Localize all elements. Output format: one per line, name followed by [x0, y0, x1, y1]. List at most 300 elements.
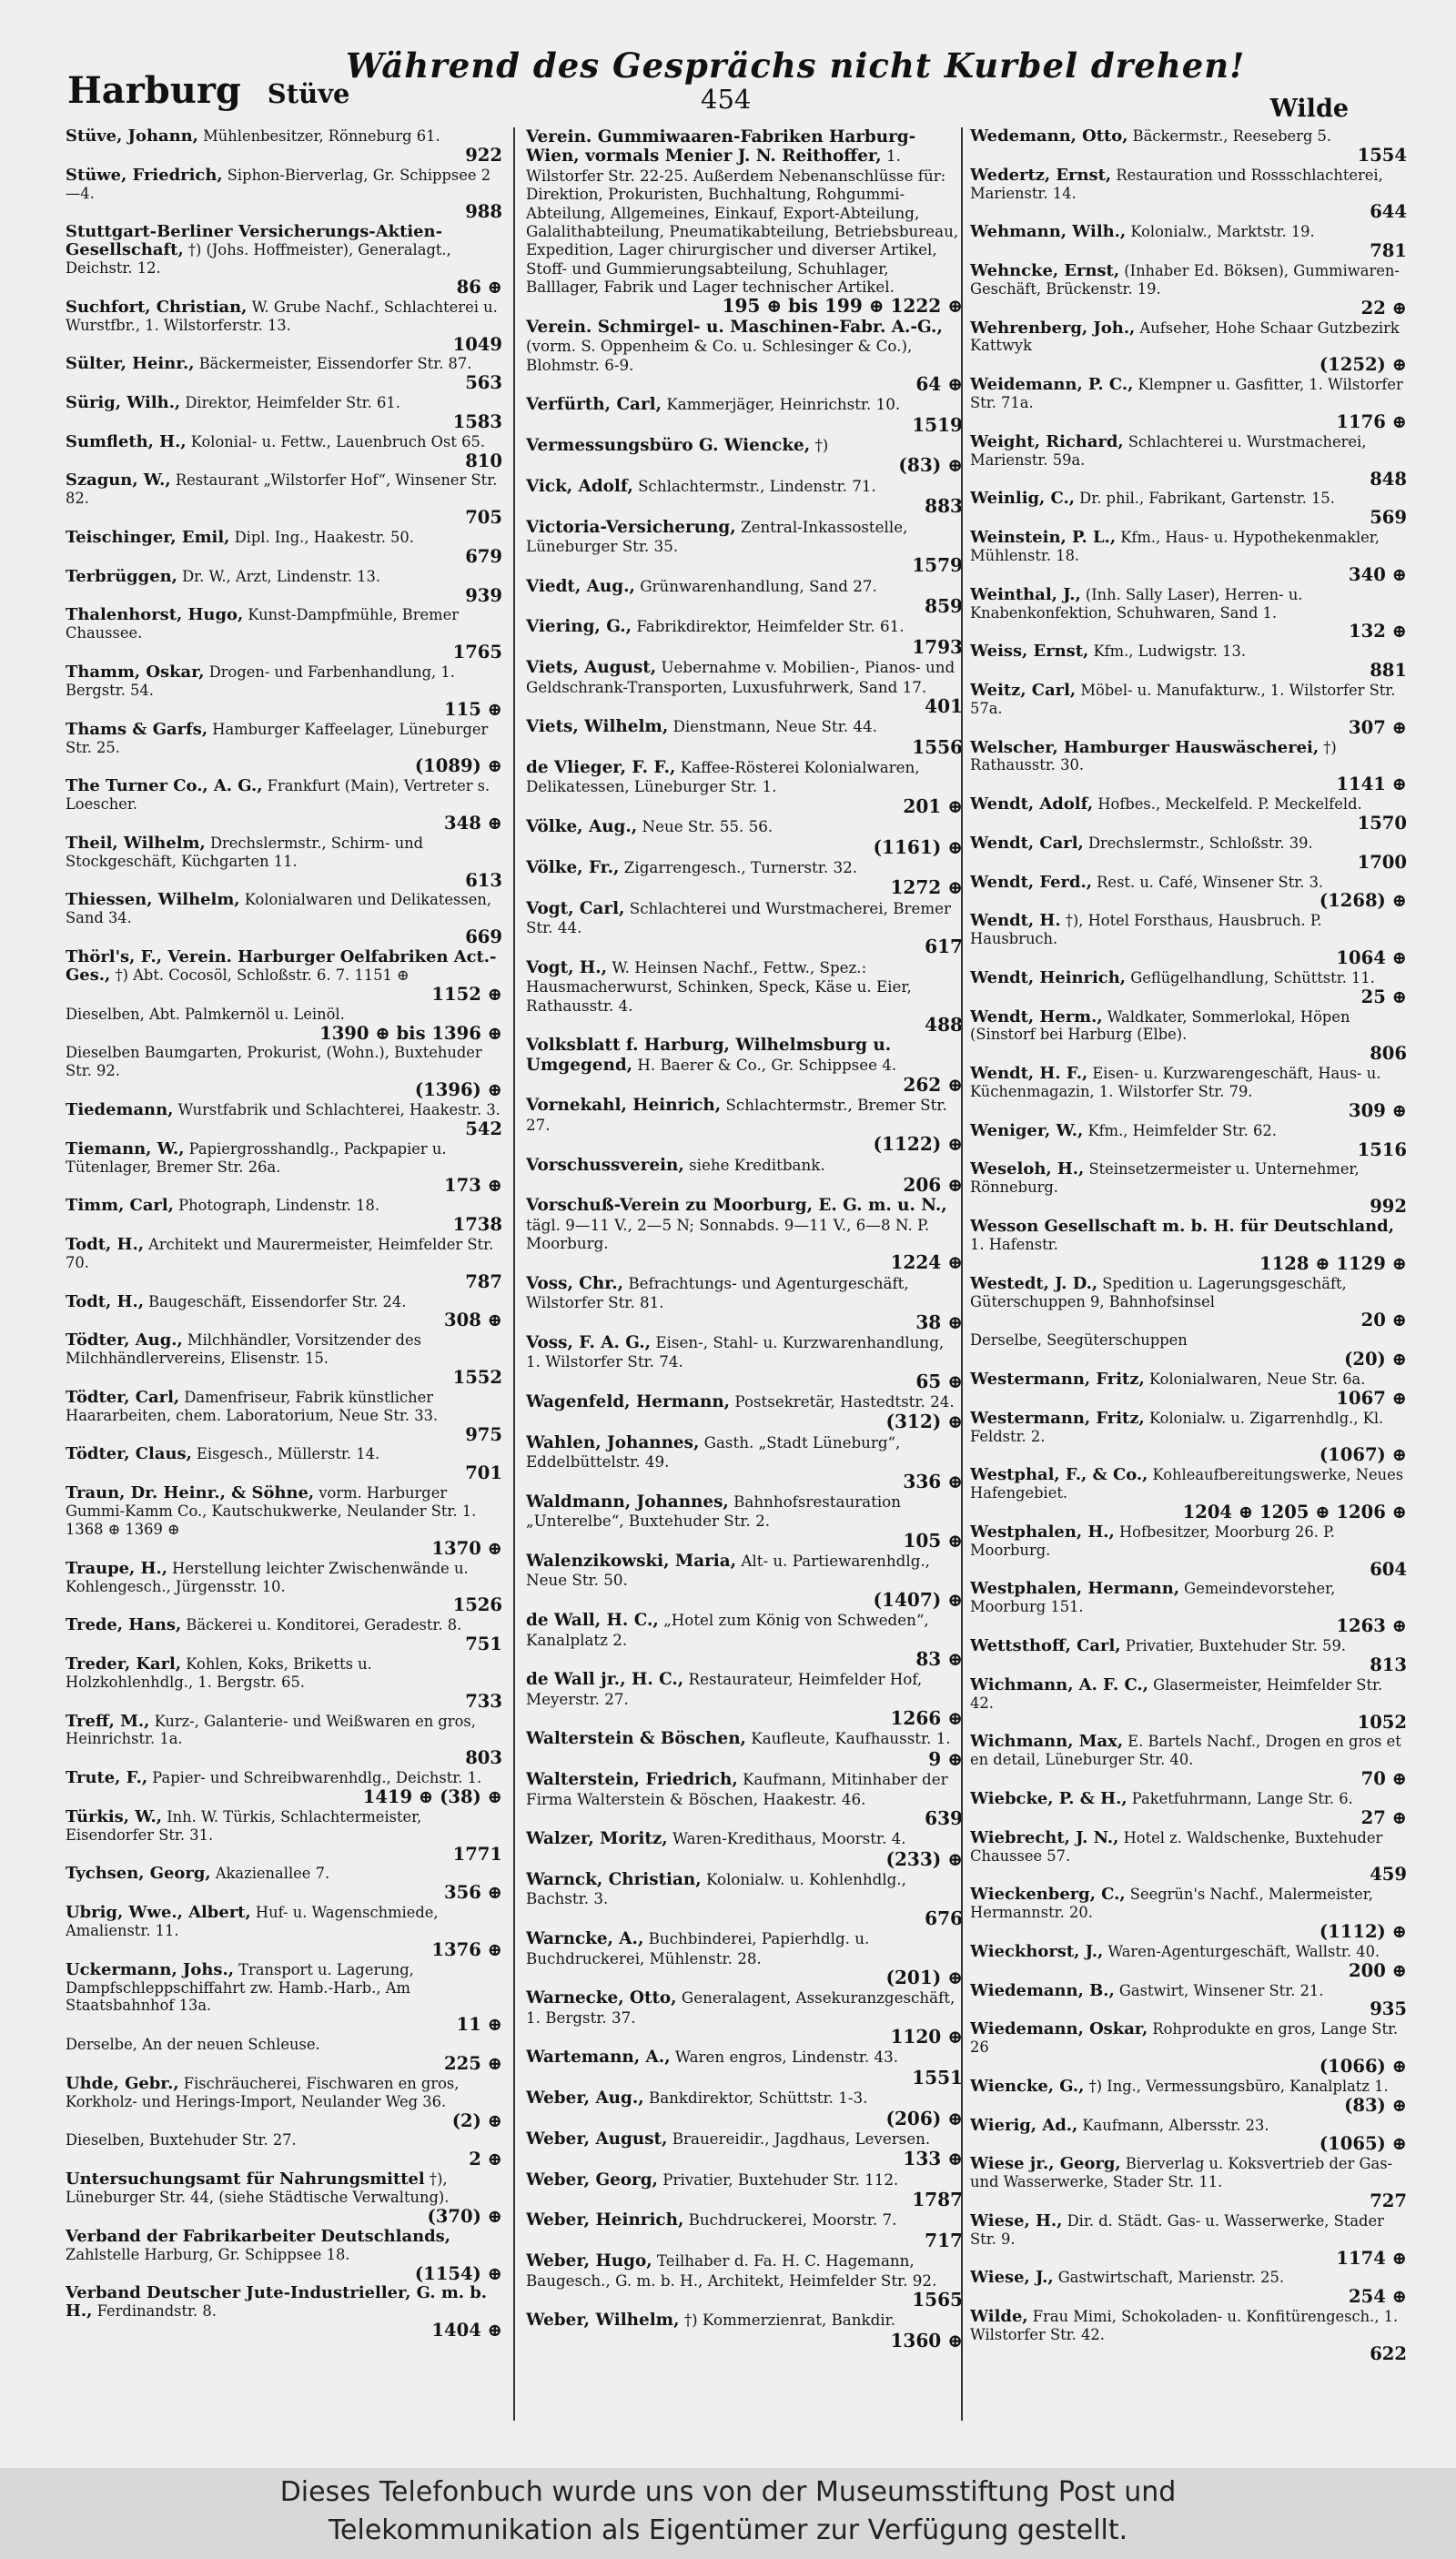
entry-phone-number: 20 ⊕ — [1360, 1310, 1407, 1331]
entry-name: Viering, G., — [526, 617, 632, 637]
directory-entry — [66, 1293, 502, 1332]
entry-name: Verein. Schmirgel- u. Maschinen-Fabr. A.-G., — [526, 317, 943, 337]
entry-name: Treder, Karl, — [66, 1654, 182, 1674]
footer-line-2: Telekommunikation als Eigentümer zur Verfügung gestellt. — [328, 2514, 1128, 2546]
directory-entry — [526, 617, 963, 658]
entry-name: Walterstein, Friedrich, — [526, 1770, 738, 1790]
directory-entry — [970, 490, 1407, 529]
directory-entry — [526, 658, 963, 717]
entry-name: Thalenhorst, Hugo, — [66, 605, 244, 625]
directory-entry — [970, 1982, 1407, 2021]
entry-name: Walzer, Moritz, — [526, 1829, 668, 1849]
entry-phone-number: 751 — [465, 1634, 502, 1655]
entry-name: Thörl's, F., Verein. Harburger Oelfabriken Act.-Ges., — [66, 947, 497, 985]
entry-details: Kaufmann, Mitinhaber der Firma Walterstein & Böschen, Haakestr. 46. — [526, 1770, 948, 1808]
entry-phone-number: 201 ⊕ — [903, 794, 963, 817]
entry-phone-number: 1067 ⊕ — [1336, 1387, 1407, 1409]
entry-phone-number: (1112) ⊕ — [1319, 1920, 1407, 1942]
directory-entry — [66, 167, 502, 224]
entry-details: †) Abt. Cocosöl, Schloßstr. 6. 7. 1151 ⊕ — [115, 966, 410, 984]
entry-phone-number: (1122) ⊕ — [873, 1133, 963, 1156]
directory-entry — [526, 1333, 963, 1392]
entry-phone-number: (201) ⊕ — [885, 1966, 963, 1988]
directory-entry — [526, 1929, 963, 1988]
entry-details: Brauereidir., Jagdhaus, Leversen. — [672, 2129, 931, 2148]
directory-entry — [66, 2075, 502, 2132]
entry-name: Viets, August, — [526, 658, 657, 678]
entry-name: Westermann, Fritz, — [970, 1369, 1145, 1389]
directory-entry — [970, 376, 1407, 433]
directory-entry — [66, 1101, 502, 1140]
directory-entry — [66, 948, 502, 1006]
entry-name: Weseloh, H., — [970, 1159, 1085, 1179]
entry-details: Seegrün's Nachf., Malermeister, Hermannstr. 20. — [970, 1886, 1373, 1922]
entry-details: Gastwirtschaft, Marienstr. 25. — [1057, 2269, 1285, 2287]
entry-name: Türkis, W., — [66, 1806, 163, 1826]
entry-phone-number: 1370 ⊕ — [431, 1537, 502, 1559]
entry-name: Völke, Aug., — [526, 817, 638, 837]
entry-name: Tiemann, W., — [66, 1138, 185, 1158]
directory-entry — [526, 2089, 963, 2129]
entry-details: Dieselben, Abt. Palmkernöl u. Leinöl. — [66, 1005, 345, 1023]
entry-phone-number: 1565 — [912, 2288, 963, 2311]
entry-details: Kaffee-Rösterei Kolonialwaren, Delikatessen, Lüneburger Str. 1. — [526, 758, 920, 796]
entry-name: Theil, Wilhelm, — [66, 833, 206, 853]
entry-phone-number: 132 ⊕ — [1349, 621, 1407, 642]
entry-phone-number: 262 ⊕ — [903, 1074, 963, 1096]
entry-name: Wendt, Heinrich, — [970, 967, 1126, 987]
directory-entry — [66, 1713, 502, 1770]
directory-entry — [526, 127, 963, 318]
entry-details: Eisen-, Stahl- u. Kurzwarenhandlung, 1. Wilstorfer Str. 74. — [526, 1332, 945, 1371]
entry-name: Wehmann, Wilh., — [970, 222, 1127, 242]
entry-details: Uebernahme v. Mobilien-, Pianos- und Geldschrank-Transporten, Luxusfuhrwerk, Sand 17. — [526, 658, 956, 696]
entry-phone-number: 1390 ⊕ bis 1396 ⊕ — [319, 1022, 502, 1044]
entry-name: Verband der Fabrikarbeiter Deutschlands, — [66, 2226, 450, 2246]
entry-details: Kfm., Heimfelder Str. 62. — [1087, 1121, 1277, 1139]
entry-phone-number: 848 — [1370, 468, 1407, 490]
entry-phone-number: 563 — [465, 372, 502, 394]
entry-details: Rohprodukte en gros, Lange Str. 26 — [970, 2020, 1399, 2057]
entry-name: Trede, Hans, — [66, 1615, 182, 1635]
entry-name: Wendt, H. — [970, 911, 1061, 931]
entry-name: Vermessungsbüro G. Wiencke, — [526, 436, 811, 455]
entry-details: Privatier, Buxtehuder Str. 59. — [1125, 1637, 1347, 1655]
entry-details: Drechslermstr., Schloßstr. 39. — [1087, 834, 1313, 852]
directory-entry — [66, 471, 502, 529]
directory-entry — [66, 2228, 502, 2285]
directory-entry — [66, 721, 502, 778]
entry-phone-number: 488 — [925, 1013, 963, 1036]
entry-details: Mühlenbesitzer, Rönneburg 61. — [203, 127, 440, 145]
directory-entry — [526, 1611, 963, 1670]
directory-entry — [66, 1044, 502, 1101]
entry-phone-number: (1161) ⊕ — [873, 835, 963, 858]
entry-phone-number: 1771 — [452, 1843, 502, 1865]
entry-phone-number: 1272 ⊕ — [890, 876, 963, 899]
entry-details: Derselbe, An der neuen Schleuse. — [66, 2036, 320, 2054]
entry-phone-number: 1516 — [1357, 1138, 1407, 1160]
entry-phone-number: 859 — [925, 595, 963, 617]
entry-details: tägl. 9—11 V., 2—5 N; Sonnabds. 9—11 V., 6—8 N. P. Moorburg. — [526, 1215, 930, 1252]
directory-entry — [970, 529, 1407, 586]
directory-entry — [970, 1466, 1407, 1523]
directory-entry — [970, 1122, 1407, 1161]
entry-phone-number: 639 — [925, 1806, 963, 1829]
entry-details: Eisen- u. Kurzwarengeschäft, Haus- u. Küchenmagazin, 1. Wilstorfer Str. 79. — [970, 1065, 1381, 1101]
directory-entry — [526, 717, 963, 758]
entry-name: Uhde, Gebr., — [66, 2073, 179, 2093]
entry-phone-number: 679 — [465, 545, 502, 567]
directory-entry — [526, 1036, 963, 1096]
entry-name: Sülter, Heinr., — [66, 354, 195, 374]
directory-entry — [970, 433, 1407, 491]
entry-phone-number: 781 — [1370, 240, 1407, 262]
entry-details: „Hotel zum König von Schweden“, Kanalplatz 2. — [526, 1611, 929, 1649]
directory-entry — [66, 1616, 502, 1655]
header-left — [67, 69, 350, 112]
entry-phone-number: 1120 ⊕ — [890, 2026, 963, 2048]
entry-details: Ferdinandstr. 8. — [96, 2302, 217, 2321]
entry-details: Hofbes., Meckelfeld. P. Meckelfeld. — [1097, 795, 1362, 814]
directory-entry — [526, 518, 963, 577]
entry-name: Volksblatt f. Harburg, Wilhelmsburg u. Umgegend, — [526, 1036, 892, 1075]
entry-details: Dipl. Ing., Haakestr. 50. — [234, 529, 414, 547]
entry-name: Wendt, Carl, — [970, 833, 1084, 853]
entry-name: Wendt, Herm., — [970, 1006, 1103, 1027]
entry-name: Wieckhorst, J., — [970, 1941, 1104, 1961]
entry-details: Zigarrengesch., Turnerstr. 32. — [623, 857, 858, 876]
entry-phone-number: 881 — [1370, 660, 1407, 682]
entry-details: Bankdirektor, Schüttstr. 1-3. — [648, 2089, 868, 2108]
entry-details: Huf- u. Wagenschmiede, Amalienstr. 11. — [66, 1904, 439, 1939]
entry-name: Tödter, Claus, — [66, 1444, 192, 1464]
entry-details: †), Hotel Forsthaus, Hausbruch. P. Hausbruch. — [970, 912, 1322, 948]
entry-name: Warnck, Christian, — [526, 1870, 702, 1889]
entry-details: Dieselben Baumgarten, Prokurist, (Wohn.), Buxtehuder Str. 92. — [66, 1044, 482, 1080]
entry-details: Dr. phil., Fabrikant, Gartenstr. 15. — [1079, 490, 1335, 508]
entry-name: Treff, M., — [66, 1711, 150, 1731]
entry-name: Wilde, — [970, 2307, 1028, 2327]
entry-name: Wiese, J., — [970, 2268, 1054, 2288]
directory-entry — [970, 2117, 1407, 2156]
entry-details: Grünwarenhandlung, Sand 27. — [640, 576, 877, 595]
entry-phone-number: 1064 ⊕ — [1336, 947, 1407, 969]
entry-details: Milchhändler, Vorsitzender des Milchhändlervereins, Elisenstr. 15. — [66, 1331, 421, 1368]
entry-details: Zahlstelle Harburg, Gr. Schippsee 18. — [66, 2245, 350, 2263]
entry-phone-number: 1266 ⊕ — [890, 1707, 963, 1729]
entry-details: Zentral-Inkassostelle, Lüneburger Str. 35. — [526, 517, 908, 555]
entry-details: Restauration und Rossschlachterei, Marienstr. 14. — [970, 166, 1383, 202]
entry-phone-number: 105 ⊕ — [903, 1529, 963, 1552]
entry-phone-number: 810 — [465, 450, 502, 471]
entry-details: †) Ing., Vermessungsbüro, Kanalplatz 1. — [1088, 2077, 1389, 2095]
entry-name: Wiebcke, P. & H., — [970, 1788, 1127, 1808]
entry-details: Kunst-Dampfmühle, Bremer Chaussee. — [66, 606, 460, 642]
entry-details: Hamburger Kaffeelager, Lüneburger Str. 25. — [66, 720, 489, 756]
entry-phone-number: 1360 ⊕ — [890, 2329, 963, 2352]
entry-phone-number: 1552 — [452, 1367, 502, 1389]
entry-phone-number: 1583 — [452, 410, 502, 432]
entry-phone-number: 200 ⊕ — [1349, 1959, 1407, 1981]
entry-phone-number: 813 — [1370, 1654, 1407, 1675]
entry-name: Szagun, W., — [66, 470, 171, 491]
directory-entry — [970, 1275, 1407, 1332]
entry-phone-number: 1556 — [912, 735, 963, 758]
entry-name: Tiedemann, — [66, 1099, 174, 1119]
entry-phone-number: (1268) ⊕ — [1319, 890, 1407, 912]
entry-details: Rest. u. Café, Winsener Str. 3. — [1097, 873, 1324, 891]
directory-entry — [970, 739, 1407, 796]
entry-name: Tödter, Carl, — [66, 1387, 180, 1407]
directory-entry — [526, 2210, 963, 2251]
directory-entry — [970, 1829, 1407, 1886]
directory-entry — [970, 795, 1407, 834]
header-slogan: Während des Gesprächs nicht Kurbel drehen! — [346, 46, 1246, 86]
entry-name: Wedemann, Otto, — [970, 127, 1128, 146]
entry-phone-number: (83) ⊕ — [898, 454, 963, 477]
column-1 — [66, 127, 502, 2421]
entry-name: Victoria-Versicherung, — [526, 517, 736, 537]
directory-entry — [526, 1433, 963, 1492]
entry-phone-number: 1152 ⊕ — [431, 983, 502, 1005]
entry-phone-number: 1526 — [452, 1594, 502, 1616]
directory-entry — [970, 262, 1407, 319]
directory-entry — [526, 1988, 963, 2048]
entry-phone-number: 1570 — [1357, 813, 1407, 834]
entry-name: Wiese jr., Georg, — [970, 2154, 1121, 2174]
entry-name: Weber, Hugo, — [526, 2251, 652, 2271]
directory-entry — [970, 1218, 1407, 1275]
entry-phone-number: 348 ⊕ — [444, 813, 502, 834]
entry-phone-number: (370) ⊕ — [427, 2205, 502, 2227]
directory-entry — [970, 586, 1407, 643]
directory-entry — [66, 127, 502, 167]
entry-details: Bäckermstr., Reeseberg 5. — [1132, 127, 1332, 145]
entry-phone-number: 225 ⊕ — [444, 2053, 502, 2075]
page-number: 454 — [701, 84, 752, 115]
entry-details: Herstellung leichter Zwischenwände u. Kohlengesch., Jürgensstr. 10. — [66, 1559, 469, 1595]
entry-name: Westphalen, H., — [970, 1522, 1115, 1542]
entry-details: Kolonial- u. Fettw., Lauenbruch Ost 65. — [190, 432, 485, 450]
entry-details: Alt- u. Partiewarenhdlg., Neue Str. 50. — [526, 1552, 930, 1590]
entry-details: Kolonialw. u. Zigarrenhdlg., Kl. Feldstr. 2. — [970, 1409, 1384, 1445]
directory-entry — [66, 1006, 502, 1045]
entry-phone-number: 356 ⊕ — [444, 1882, 502, 1904]
entry-phone-number: 613 — [465, 869, 502, 891]
entry-details: E. Bartels Nachf., Drogen en gros et en detail, Lüneburger Str. 40. — [970, 1733, 1401, 1769]
directory-entry — [526, 1274, 963, 1333]
entry-phone-number: 935 — [1370, 1998, 1407, 2020]
entry-phone-number: 1052 — [1357, 1711, 1407, 1733]
directory-entry — [526, 1770, 963, 1829]
entry-details: Schlachterei und Wurstmacherei, Bremer Str. 44. — [526, 898, 952, 936]
entry-name: Wieckenberg, C., — [970, 1885, 1126, 1905]
entry-name: Wendt, Adolf, — [970, 794, 1094, 814]
entry-phone-number: 992 — [1370, 1196, 1407, 1218]
entry-phone-number: 206 ⊕ — [903, 1173, 963, 1196]
entry-details: Transport u. Lagerung, Dampfschleppschiffahrt zw. Hamb.-Harb., Am Staatsbahnhof 13a. — [66, 1960, 414, 2015]
directory-entry — [970, 1160, 1407, 1218]
entry-phone-number: 27 ⊕ — [1360, 1806, 1407, 1828]
entry-details: Fabrikdirektor, Heimfelder Str. 61. — [636, 617, 905, 636]
directory-entry — [970, 1331, 1407, 1371]
entry-name: Wichmann, A. F. C., — [970, 1674, 1148, 1694]
entry-name: Sumfleth, H., — [66, 431, 187, 451]
entry-phone-number: 717 — [925, 2229, 963, 2251]
entry-details: Spedition u. Lagerungsgeschäft, Güterschuppen 9, Bahnhofsinsel — [970, 1274, 1347, 1310]
entry-details: Waren engros, Lindenstr. 43. — [674, 2048, 898, 2067]
directory-entry — [66, 2036, 502, 2075]
entry-details: Paketfuhrmann, Lange Str. 6. — [1131, 1789, 1353, 1807]
directory-entry — [66, 1769, 502, 1808]
column-divider — [961, 127, 963, 2421]
entry-phone-number: 1376 ⊕ — [431, 1938, 502, 1960]
entry-details: Befrachtungs- und Agenturgeschäft, Wilstorfer Str. 81. — [526, 1273, 909, 1312]
directory-entry — [66, 1904, 502, 1961]
entry-name: Weitz, Carl, — [970, 680, 1077, 700]
entry-name: Warncke, A., — [526, 1929, 644, 1949]
entry-phone-number: (1396) ⊕ — [414, 1079, 502, 1101]
entry-details: (vorm. S. Oppenheim & Co. u. Schlesinger & Co.), Blohmstr. 6-9. — [526, 337, 913, 374]
entry-details: vorm. Harburger Gummi-Kamm Co., Kautschukwerke, Neulander Str. 1. 1368 ⊕ 1369 ⊕ — [66, 1484, 477, 1538]
header-last-name: Wilde — [1269, 95, 1349, 123]
entry-name: Wartemann, A., — [526, 2048, 671, 2068]
directory-entry — [66, 1389, 502, 1446]
entry-name: Stuttgart-Berliner Versicherungs-Aktien-Gesellschaft, — [66, 222, 443, 260]
directory-entry — [526, 2170, 963, 2211]
entry-details: Waldkater, Sommerlokal, Höpen (Sinstorf bei Harburg (Elbe). — [970, 1007, 1350, 1044]
entry-name: Wedertz, Ernst, — [970, 165, 1112, 185]
entry-details: Klempner u. Gasfitter, 1. Wilstorfer Str. 71a. — [970, 376, 1403, 412]
directory-entry — [970, 1676, 1407, 1734]
entry-details: Gasth. „Stadt Lüneburg“, Eddelbüttelstr. 49. — [526, 1432, 901, 1472]
entry-name: Thamm, Oskar, — [66, 663, 205, 683]
entry-phone-number: (1065) ⊕ — [1319, 2133, 1407, 2155]
entry-name: Thams & Garfs, — [66, 719, 208, 739]
entry-phone-number: 727 — [1370, 2190, 1407, 2211]
entry-phone-number: 922 — [465, 144, 502, 166]
entry-name: Trute, F., — [66, 1768, 148, 1788]
directory-entry — [970, 1886, 1407, 1943]
directory-entry — [66, 1560, 502, 1617]
entry-phone-number: (83) ⊕ — [1344, 2094, 1407, 2116]
entry-name: Wiedemann, B., — [970, 1980, 1115, 2000]
entry-name: Vorschuß-Verein zu Moorburg, E. G. m. u. N., — [526, 1196, 947, 1216]
entry-details: (Inhaber Ed. Böksen), Gummiwaren-Geschäft, Brückenstr. 19. — [970, 262, 1400, 298]
entry-phone-number: 86 ⊕ — [456, 276, 502, 298]
entry-details: Gemeindevorsteher, Moorburg 151. — [970, 1580, 1336, 1616]
entry-details: H. Baerer & Co., Gr. Schippsee 4. — [637, 1055, 897, 1074]
entry-name: Walterstein & Böschen, — [526, 1729, 746, 1749]
directory-entry — [66, 298, 502, 356]
directory-entry — [66, 891, 502, 948]
entry-phone-number: 676 — [925, 1907, 963, 1929]
directory-entry — [526, 318, 963, 396]
directory-entry — [66, 1961, 502, 2036]
entry-name: Verein. Gummiwaaren-Fabriken Harburg-Wien, vormals Menier J. N. Reithoffer, — [526, 127, 916, 167]
entry-name: Todt, H., — [66, 1291, 144, 1311]
entry-phone-number: 803 — [465, 1747, 502, 1769]
entry-name: Voss, Chr., — [526, 1273, 623, 1293]
directory-entry — [526, 758, 963, 817]
page-header — [0, 46, 1456, 123]
entry-phone-number: 11 ⊕ — [456, 2014, 502, 2036]
directory-entry — [970, 2078, 1407, 2117]
directory-entry — [66, 1655, 502, 1713]
entry-name: Viedt, Aug., — [526, 576, 635, 596]
entry-details: Steinsetzermeister u. Unternehmer, Rönneburg. — [970, 1160, 1360, 1197]
entry-details: Drechslermstr., Schirm- und Stockgeschäft, Küchgarten 11. — [66, 834, 424, 870]
entry-name: Weber, August, — [526, 2129, 668, 2149]
entry-details: Hotel z. Waldschenke, Buxtehuder Chaussee 57. — [970, 1828, 1383, 1865]
entry-phone-number: (1252) ⊕ — [1319, 354, 1407, 376]
entry-phone-number: 939 — [465, 584, 502, 606]
entry-name: Stüwe, Friedrich, — [66, 165, 223, 185]
entry-name: Traun, Dr. Heinr., & Söhne, — [66, 1483, 315, 1503]
entry-name: Weber, Aug., — [526, 2089, 644, 2109]
entry-details: Kfm., Haus- u. Hypothekenmakler, Mühlenstr. 18. — [970, 529, 1380, 564]
entry-phone-number: 1519 — [912, 413, 963, 436]
entry-details: Photograph, Lindenstr. 18. — [178, 1197, 380, 1215]
entry-details: Neue Str. 55. 56. — [642, 817, 774, 836]
entry-phone-number: 133 ⊕ — [903, 2148, 963, 2170]
entry-details: †) — [814, 436, 829, 454]
entry-phone-number: 340 ⊕ — [1349, 563, 1407, 585]
entry-phone-number: (1407) ⊕ — [873, 1588, 963, 1611]
entry-name: Weber, Wilhelm, — [526, 2311, 680, 2331]
entry-phone-number: 1049 — [452, 333, 502, 355]
entry-phone-number: 9 ⊕ — [928, 1747, 963, 1770]
directory-entry — [526, 1492, 963, 1552]
entry-phone-number: 1793 — [912, 635, 963, 658]
entry-name: Tychsen, Georg, — [66, 1864, 211, 1884]
directory-entry — [970, 1371, 1407, 1410]
entry-name: Weidemann, P. C., — [970, 375, 1134, 395]
directory-entry — [526, 1670, 963, 1729]
directory-entry — [66, 433, 502, 472]
directory-entry — [66, 394, 502, 433]
entry-phone-number: (1066) ⊕ — [1319, 2055, 1407, 2077]
entry-phone-number: (2) ⊕ — [451, 2109, 502, 2131]
entry-name: Vorschussverein, — [526, 1155, 684, 1175]
entry-name: Wesson Gesellschaft m. b. H. für Deutschland, — [970, 1217, 1394, 1237]
entry-details: Geflügelhandlung, Schüttstr. 11. — [1130, 968, 1375, 986]
entry-phone-number: (1154) ⊕ — [414, 2262, 502, 2284]
directory-entry — [526, 1392, 963, 1433]
entry-details: Kfm., Ludwigstr. 13. — [1093, 642, 1247, 661]
entry-phone-number: 733 — [465, 1690, 502, 1712]
directory-entry — [526, 477, 963, 518]
entry-phone-number: 336 ⊕ — [903, 1470, 963, 1492]
entry-phone-number: 173 ⊕ — [444, 1175, 502, 1197]
entry-phone-number: 195 ⊕ bis 199 ⊕ 1222 ⊕ — [722, 295, 963, 318]
directory-entry — [66, 529, 502, 568]
entry-name: Welscher, Hamburger Hauswäscherei, — [970, 737, 1320, 757]
entry-name: Wagenfeld, Hermann, — [526, 1392, 731, 1411]
entry-details: (Inh. Sally Laser), Herren- u. Knabenkonfektion, Schuhwaren, Sand 1. — [970, 585, 1303, 622]
entry-name: Voss, F. A. G., — [526, 1332, 652, 1352]
entry-details: Damenfriseur, Fabrik künstlicher Haararbeiten, chem. Laboratorium, Neue Str. 33. — [66, 1388, 439, 1424]
entry-name: Wettsthoff, Carl, — [970, 1636, 1121, 1656]
entry-details: Frankfurt (Main), Vertreter s. Loescher. — [66, 777, 490, 814]
entry-details: Hofbesitzer, Moorburg 26. P. Moorburg. — [970, 1522, 1335, 1559]
entry-name: Weiss, Ernst, — [970, 642, 1089, 662]
entry-details: Dir. d. Städt. Gas- u. Wasserwerke, Stader Str. 9. — [970, 2211, 1384, 2248]
directory-entry — [66, 1808, 502, 1866]
entry-details: Restaurateur, Heimfelder Hof, Meyerstr. 27. — [526, 1670, 923, 1708]
entry-details: Buchdruckerei, Moorstr. 7. — [688, 2210, 897, 2230]
